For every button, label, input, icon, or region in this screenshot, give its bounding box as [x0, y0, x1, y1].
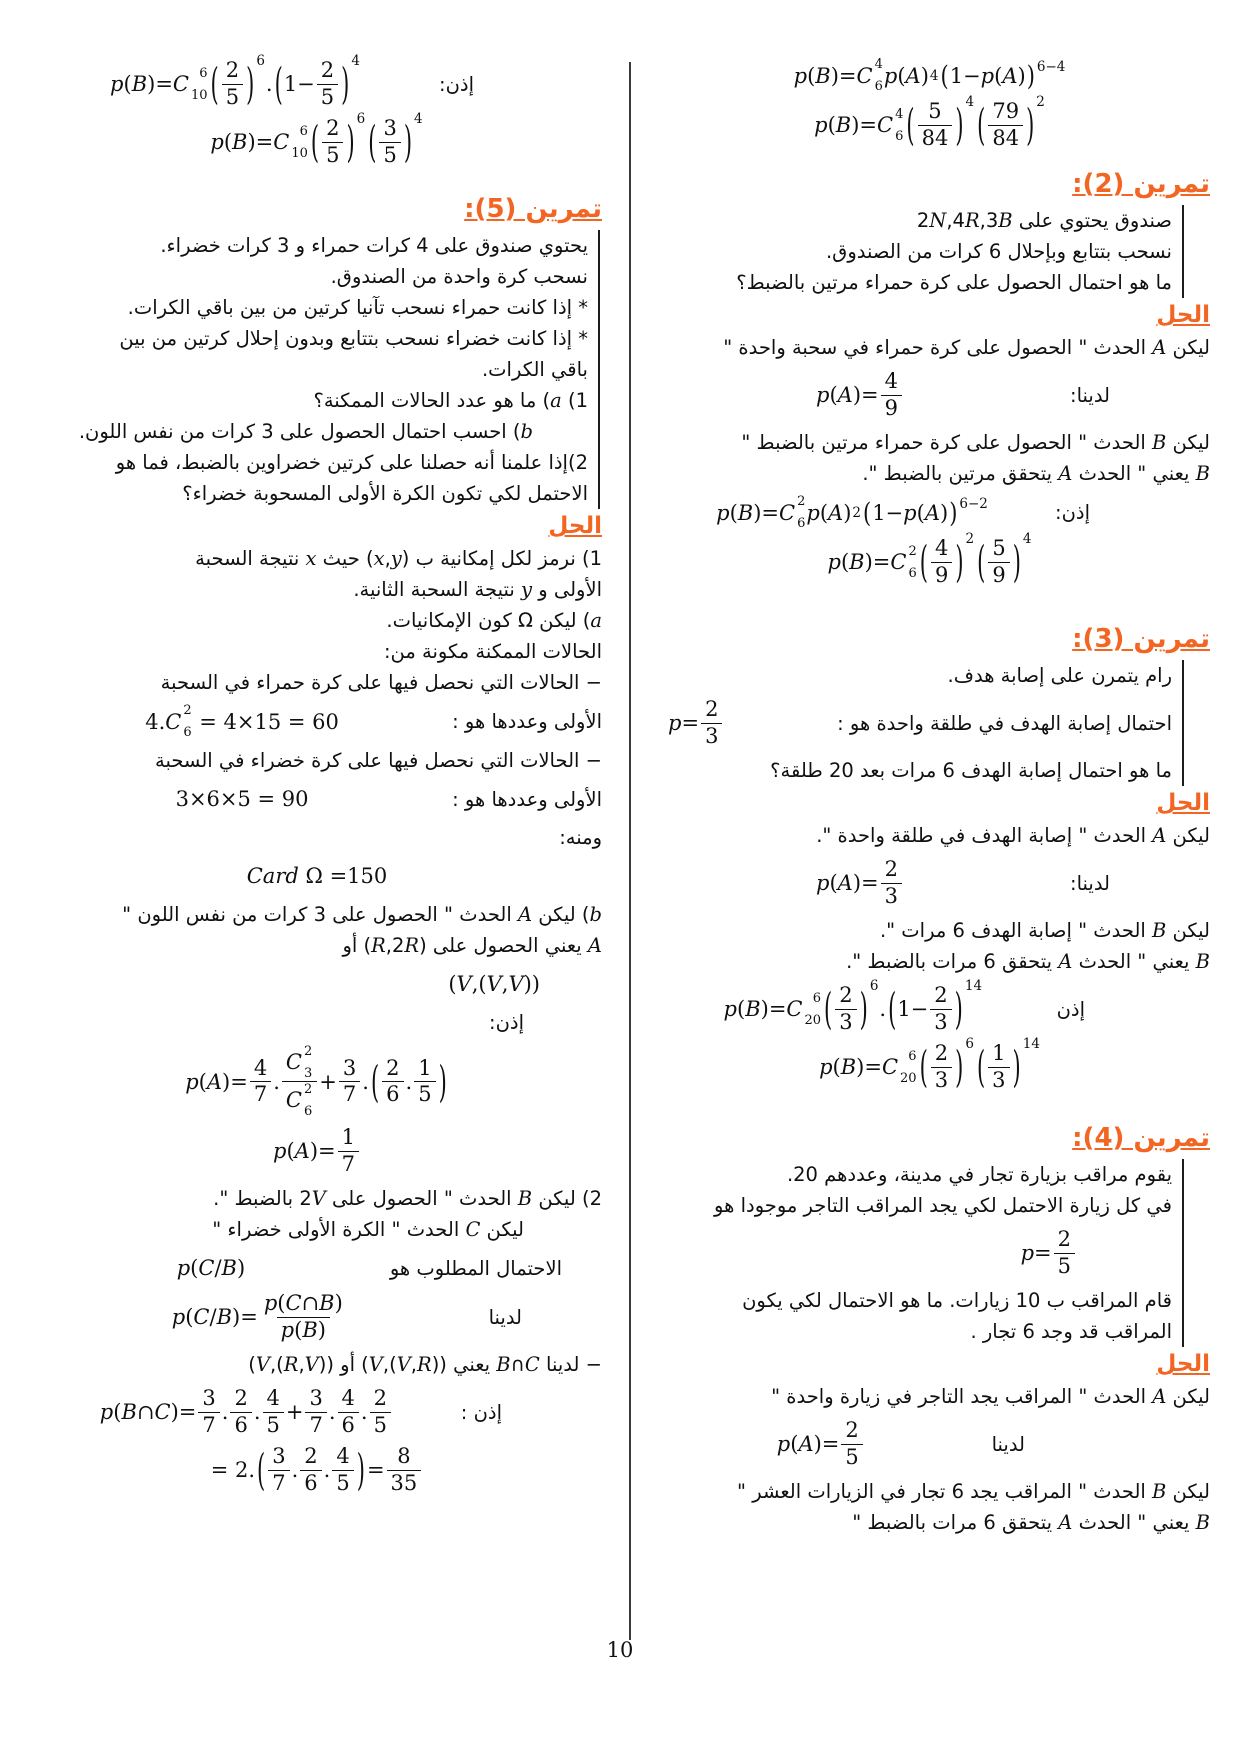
math-label: إذن:: [439, 72, 474, 96]
math-line: [32, 782, 602, 816]
text-line: ما هو احتمال إصابة الهدف 6 مرات بعد 20 طلقة؟: [770, 759, 1172, 783]
exercise-heading: تمرين (5):: [464, 194, 602, 225]
math-line: [650, 94, 1210, 151]
math-line: [32, 967, 602, 1001]
math-label: الأولى وعددها هو :: [452, 787, 602, 811]
math-expression: p(A)= $\frac{1}{7}$: [273, 1125, 361, 1177]
math-label: لدينا:: [1070, 383, 1110, 407]
math-expression: [833, 983, 858, 1035]
text-line: ليكن A الحدث " الحصول على كرة حمراء في سحبة واحدة ": [723, 336, 1210, 360]
binomial-symbol: C 6 10: [172, 65, 208, 103]
math-label: احتمال إصابة الهدف في طلقة واحدة هو :: [837, 711, 1172, 735]
fraction: $\frac{2}{6}$: [230, 1386, 251, 1438]
text-line: ما هو احتمال الحصول على كرة حمراء مرتين بالضبط؟: [736, 271, 1172, 295]
fraction: [282, 1044, 317, 1119]
math-line: [32, 1125, 602, 1177]
math-expression: p(C/B): [176, 1256, 246, 1281]
binomial-symbol: C 6 20: [881, 1048, 917, 1086]
paren-group: ( 1−p(A) ) 6−4: [940, 58, 1066, 92]
fraction: $\frac{4}{5}$: [332, 1444, 353, 1496]
paren-group: ( $\frac{2}{6}$ . $\frac{1}{5}$ ): [370, 1055, 447, 1107]
text-line: يحتوي صندوق على 4 كرات حمراء و 3 كرات خضراء.: [160, 234, 588, 258]
math-line: [650, 1036, 1210, 1093]
paren-group: ( $\frac{2}{5}$ ) 6: [210, 53, 265, 109]
math-expression: [220, 58, 245, 110]
fraction: $\frac{5}{9}$: [988, 536, 1009, 588]
fraction: $\frac{2}{3}$: [701, 697, 722, 749]
math-expression: p(B∩C)= $\frac{3}{7}$ . $\frac{2}{6}$ . $\frac{4}{5}$ + $\frac{3}{7}$ . $\frac{4}{6}$ . $\frac{2}{5}$: [100, 1386, 393, 1438]
text-line: * إذا كانت حمراء نسحب تآنيا كرتين من بين باقي الكرات.: [127, 296, 588, 320]
math-expression: p(B)= C 6 20 ( $\frac{2}{3}$ ) 6 ( $\frac{1}{3}$ ) 14: [819, 1036, 1040, 1092]
text-line: a) ليكن Ω كون الإمكانيات.: [386, 609, 602, 633]
math-expression: [929, 1041, 954, 1093]
math-expression: p(A)= $\frac{2}{3}$: [816, 857, 904, 909]
math-expression: p(B)= C 4 6 ( $\frac{5}{84}$ ) 4 ( $\frac{79}{84}$ ) 2: [814, 94, 1045, 150]
math-expression: p(B)= C 4 6 p(A) 4 ( 1−p(A) ) 6−4: [793, 57, 1066, 94]
paren-group: ( 1−p(A) ) 6−2: [862, 495, 988, 529]
math-line: [650, 58, 1210, 93]
math-line: [32, 1291, 602, 1343]
math-expression: [286, 1083, 313, 1118]
fraction: $\frac{79}{84}$: [988, 99, 1023, 151]
text-line: ليكن A الحدث " المراقب يجد التاجر في زيارة واحدة ": [771, 1385, 1210, 1409]
math-expression: p= $\frac{2}{3}$: [668, 697, 724, 749]
paren-group: ( $\frac{4}{9}$ ) 2: [919, 531, 975, 587]
math-label: لدينا: [488, 1305, 522, 1329]
math-label: لدينا:: [1070, 871, 1110, 895]
math-expression: 1− $\frac{2}{5}$: [284, 58, 340, 110]
math-line: [32, 1386, 602, 1438]
text-line: 2)إذا علمنا أنه حصلنا على كرتين خضراوين بالضبط، فما هو: [115, 451, 588, 475]
fraction: $\frac{2}{3}$: [835, 983, 856, 1035]
paren-group: ( $\frac{3}{7}$ . $\frac{2}{6}$ . $\frac{4}{5}$ ): [257, 1444, 365, 1495]
math-line: [32, 1044, 602, 1119]
exercise-heading: تمرين (3):: [1072, 624, 1210, 655]
math-line: [32, 704, 602, 739]
math-line: [32, 53, 602, 110]
paren-group: ( $\frac{3}{5}$ ) 4: [368, 111, 423, 167]
text-line: b) احسب احتمال الحصول على 3 كرات من نفس اللون.: [78, 420, 533, 444]
math-expression: = 2. ( $\frac{3}{7}$ . $\frac{2}{6}$ . $\frac{4}{5}$ ) = $\frac{8}{35}$: [211, 1444, 424, 1496]
math-label: إذن: [1056, 997, 1085, 1021]
math-expression: p(A)= $\frac{4}{7}$ . C 2 3 C 2 6 + $\frac{3}{7}$ . ( $\frac{2}{6}$ . $\frac{1}{5}$ ): [185, 1044, 447, 1120]
fraction: $\frac{2}{5}$: [322, 116, 343, 168]
fraction: $\frac{4}{6}$: [338, 1386, 359, 1438]
statement-block: [654, 205, 1184, 298]
fraction: $\frac{2}{5}$: [841, 1418, 862, 1470]
math-expression: 4. C 2 6 = 4×15 = 60: [145, 703, 339, 741]
math-expression: p(B)= C 2 6 ( $\frac{4}{9}$ ) 2 ( $\frac{5}{9}$ ) 4: [827, 531, 1032, 587]
math-expression: p(A)= $\frac{2}{5}$: [777, 1418, 865, 1470]
text-line: قام المراقب ب 10 زيارات. ما هو الاحتمال لكي يكون: [742, 1289, 1172, 1313]
paren-group: ( $\frac{2}{3}$ ) 6: [824, 978, 879, 1034]
math-expression: p(B)= C 6 10 ( $\frac{2}{5}$ ) 6 . ( 1− $\frac{2}{5}$ ) 4: [110, 53, 360, 109]
math-expression: p(B)= C 2 6 p(A) 2 ( 1−p(A) ) 6−2: [716, 494, 988, 532]
math-expression: p(A)= $\frac{4}{9}$: [816, 369, 904, 421]
fraction: $\frac{1}{7}$: [338, 1125, 359, 1177]
binomial-symbol: C 4 6: [856, 57, 883, 94]
binomial-symbol: C 6 10: [273, 123, 308, 161]
math-expression: [986, 1041, 1011, 1093]
fraction: $\frac{2}{5}$: [222, 58, 243, 110]
text-line: المراقب قد وجد 6 تجار .: [970, 1320, 1172, 1344]
binomial-symbol: C 2 6: [165, 703, 192, 741]
exercise-heading: تمرين (2):: [1072, 169, 1210, 200]
binomial-symbol: C 2 6: [285, 1082, 313, 1120]
fraction: $\frac{4}{9}$: [931, 536, 952, 588]
binomial-symbol: C 2 3: [285, 1044, 313, 1082]
fraction: $\frac{2}{6}$: [300, 1444, 321, 1496]
paren-group: ( $\frac{1}{3}$ ) 14: [976, 1036, 1040, 1092]
math-line: [650, 978, 1210, 1035]
math-expression: Card Ω =150: [246, 864, 388, 889]
math-label: إذن:: [1055, 501, 1090, 525]
text-line: ليكن C الحدث " الكرة الأولى خضراء ": [212, 1218, 524, 1242]
fraction: $\frac{4}{7}$: [250, 1056, 271, 1108]
fraction: $\frac{1}{5}$: [414, 1056, 435, 1108]
fraction: $\frac{5}{84}$: [918, 99, 953, 151]
binomial-symbol: C 2 6: [890, 543, 917, 581]
text-line: باقي الكرات.: [481, 358, 588, 382]
math-label: لدينا: [991, 1432, 1025, 1456]
solution-heading: الحل: [1156, 1351, 1210, 1378]
fraction: $\frac{2}{5}$: [1054, 1227, 1075, 1279]
math-expression: p(C/B)= $\frac{p(C\cap B)}{p(B)}$: [172, 1291, 349, 1343]
paren-group: ( $\frac{79}{84}$ ) 2: [977, 94, 1045, 150]
math-line: [650, 1418, 1210, 1470]
text-line: * إذا كانت خضراء نسحب بتتابع وبدون إحلال كرتين من بين: [119, 327, 588, 351]
math-line: [32, 859, 602, 893]
binomial-symbol: C 4 6: [877, 106, 904, 144]
fraction: $\frac{1}{3}$: [988, 1041, 1009, 1093]
solution-heading: الحل: [548, 513, 602, 540]
fraction: $\frac{4}{9}$: [881, 369, 902, 421]
text-line: إذن:: [489, 1011, 524, 1035]
math-expression: [929, 536, 954, 588]
text-line: 1) a) ما هو عدد الحالات الممكنة؟: [313, 389, 588, 413]
text-line: 1) نرمز لكل إمكانية ب (x,y) حيث x نتيجة السحبة: [195, 547, 602, 571]
math-line: [32, 1444, 602, 1496]
math-line: [654, 1227, 1172, 1279]
math-expression: [377, 116, 402, 168]
math-expression: 1−p(A): [872, 500, 949, 525]
text-line: B يعني " الحدث A يتحقق 6 مرات بالضبط ".: [846, 950, 1210, 974]
text-line: ليكن A الحدث " إصابة الهدف في طلقة واحدة ".: [816, 824, 1210, 848]
text-line: A يعني الحصول على (R,2R) أو: [342, 934, 602, 958]
right-column: [650, 52, 1210, 1538]
math-label: الأولى وعددها هو :: [452, 710, 602, 734]
fraction: $\frac{2}{5}$: [370, 1386, 391, 1438]
binomial-symbol: C 6 20: [786, 990, 822, 1028]
text-line: 2) ليكن B الحدث " الحصول على 2V بالضبط ".: [213, 1187, 602, 1211]
binomial-symbol: C 2 6: [779, 494, 806, 532]
math-expression: p(B)= C 6 10 ( $\frac{2}{5}$ ) 6 ( $\frac{3}{5}$ ) 4: [210, 111, 423, 167]
math-line: [650, 495, 1210, 530]
text-line: ومنه:: [559, 826, 602, 850]
math-line: [32, 111, 602, 168]
statement-block: [654, 660, 1184, 786]
statement-block: [654, 1159, 1184, 1347]
fraction: $\frac{4}{5}$: [263, 1386, 284, 1438]
text-line: الحالات الممكنة مكونة من:: [383, 640, 602, 664]
math-line: [654, 697, 1172, 749]
exercise-heading: تمرين (4):: [1072, 1123, 1210, 1154]
paren-group: ( $\frac{2}{3}$ ) 6: [919, 1036, 974, 1092]
math-expression: $\frac{2}{6}$ . $\frac{1}{5}$: [380, 1056, 437, 1108]
fraction: $\frac{p(C\cap B)}{p(B)}$: [263, 1291, 343, 1342]
fraction: $\frac{3}{7}$: [268, 1444, 289, 1496]
math-expression: 3×6×5 = 90: [175, 787, 309, 812]
text-line: B يعني " الحدث A يتحقق مرتين بالضبط ".: [862, 462, 1210, 486]
page-number: 10: [606, 1638, 634, 1662]
math-line: [650, 857, 1210, 909]
paren-group: ( $\frac{5}{84}$ ) 4: [906, 94, 975, 150]
fraction: $\frac{3}{7}$: [339, 1056, 360, 1108]
text-line: ليكن B الحدث " إصابة الهدف 6 مرات ".: [879, 919, 1210, 943]
fraction: $\frac{2}{3}$: [931, 1041, 952, 1093]
math-expression: 1−p(A): [949, 63, 1026, 88]
math-expression: [320, 116, 345, 168]
column-divider: [629, 62, 631, 1640]
text-line: نسحب كرة واحدة من الصندوق.: [330, 265, 588, 289]
math-line: [650, 369, 1210, 421]
fraction: $\frac{2}{3}$: [881, 857, 902, 909]
text-line: صندوق يحتوي على 2N,4R,3B: [916, 209, 1172, 233]
fraction: $\frac{2}{6}$: [382, 1056, 403, 1108]
text-line: − الحالات التي نحصل فيها على كرة حمراء في السحبة: [160, 671, 602, 695]
math-expression: [916, 99, 955, 151]
math-expression: 1− $\frac{2}{3}$: [897, 983, 953, 1035]
math-expression: [986, 536, 1011, 588]
math-label: إذن :: [460, 1400, 502, 1424]
fraction: $\frac{2}{5}$: [317, 58, 338, 110]
paren-group: ( 1− $\frac{2}{5}$ ) 4: [274, 53, 360, 109]
text-line: ليكن B الحدث " الحصول على كرة حمراء مرتين بالضبط ": [741, 431, 1210, 455]
text-line: رام يتمرن على إصابة هدف.: [947, 664, 1172, 688]
math-expression: [286, 1045, 313, 1080]
fraction: $\frac{8}{35}$: [387, 1444, 422, 1496]
text-line: b) ليكن A الحدث " الحصول على 3 كرات من نفس اللون ": [122, 903, 602, 927]
math-line: [32, 1251, 602, 1285]
statement-block: [32, 230, 600, 509]
paren-group: ( 1− $\frac{2}{3}$ ) 14: [888, 978, 983, 1034]
fraction: $\frac{2}{3}$: [930, 983, 951, 1035]
text-line: نسحب بتتابع وبإحلال 6 كرات من الصندوق.: [825, 240, 1172, 264]
math-label: الاحتمال المطلوب هو: [389, 1256, 562, 1280]
text-line: يقوم مراقب بزيارة تجار في مدينة، وعددهم 20.: [786, 1163, 1172, 1187]
solution-heading: الحل: [1156, 302, 1210, 329]
fraction: $\frac{3}{7}$: [198, 1386, 219, 1438]
fraction: $\frac{3}{7}$: [305, 1386, 326, 1438]
math-expression: (V,(V,V)): [448, 972, 540, 997]
math-expression: p(B)= C 6 20 ( $\frac{2}{3}$ ) 6 . ( 1− $\frac{2}{3}$ ) 14: [723, 978, 983, 1034]
text-line: الاحتمل لكي تكون الكرة الأولى المسحوبة خضراء؟: [182, 482, 588, 506]
math-expression: [986, 99, 1025, 151]
text-line: − لدينا B∩C يعني (V,(V,R)) أو (V,(R,V)): [248, 1353, 602, 1377]
text-line: B يعني " الحدث A يتحقق 6 مرات بالضبط ": [852, 1511, 1210, 1535]
math-expression: p= $\frac{2}{5}$: [1021, 1227, 1077, 1279]
paren-group: ( $\frac{5}{9}$ ) 4: [977, 531, 1032, 587]
fraction: $\frac{3}{5}$: [379, 116, 400, 168]
left-column: [32, 52, 602, 1502]
text-line: − الحالات التي نحصل فيها على كرة خضراء في السحبة: [155, 749, 602, 773]
math-expression: $\frac{3}{7}$ . $\frac{2}{6}$ . $\frac{4}{5}$: [266, 1444, 356, 1496]
text-line: الأولى و y نتيجة السحبة الثانية.: [353, 578, 602, 602]
solution-heading: الحل: [1156, 790, 1210, 817]
text-line: في كل زيارة الاحتمل لكي يجد المراقب التاجر موجودا هو: [714, 1194, 1172, 1218]
paren-group: ( $\frac{2}{5}$ ) 6: [310, 111, 366, 167]
text-line: ليكن B الحدث " المراقب يجد 6 تجار في الزيارات العشر ": [737, 1480, 1210, 1504]
math-line: [650, 531, 1210, 588]
